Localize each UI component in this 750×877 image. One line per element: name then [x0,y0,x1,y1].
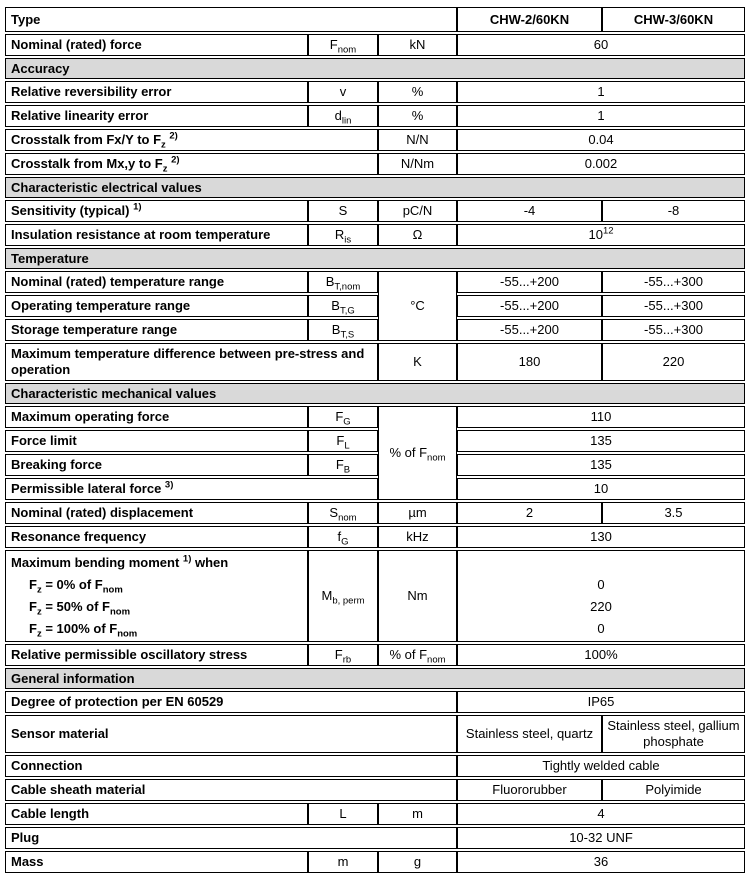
param-label: Sensitivity (typical) $^{1)}$ [5,200,308,222]
bending-condition-2: $F_z = 50\%$ of $F_{nom}$ [29,599,131,618]
row-max-operating-force [5,406,745,428]
param-value: 135 [457,454,745,476]
param-unit: % [378,81,457,103]
param-symbol: $M_{b, perm}$ [308,550,378,642]
param-label: Mass [5,851,308,873]
param-label: Maximum operating force [5,406,308,428]
param-value-model1: 180 [457,343,602,381]
param-symbol: $F_G$ [308,406,378,428]
row-temp-difference [5,343,745,381]
param-symbol: $B_{T,S}$ [308,319,378,341]
param-unit: kHz [378,526,457,548]
param-symbol: $B_{T,nom}$ [308,271,378,293]
param-unit: N/Nm [378,153,457,175]
param-value: 0.002 [457,153,745,175]
section-header: Accuracy [5,58,745,79]
param-value: 130 [457,526,745,548]
param-value-model2: -55...+300 [602,271,745,293]
param-symbol: L [308,803,378,825]
row-breaking-force [5,454,745,476]
param-symbol: $F_{nom}$ [308,34,378,56]
section-electrical [5,177,745,198]
section-mechanical [5,383,745,404]
param-value: 1 [457,81,745,103]
row-cable-length [5,803,745,825]
row-displacement [5,502,745,524]
param-value: 1 [457,105,745,127]
param-symbol: $F_B$ [308,454,378,476]
param-value-model2: 220 [602,343,745,381]
row-oscillatory-stress [5,644,745,666]
param-label [5,550,308,642]
row-crosstalk-mxy [5,153,745,175]
row-nominal-force [5,34,745,56]
param-value: 10 [457,478,745,500]
param-value: 135 [457,430,745,452]
bending-condition-3: $F_z = 100\%$ of $F_{nom}$ [29,621,138,640]
param-value: 0.04 [457,129,745,151]
param-value-model2: Stainless steel, gallium phosphate [602,715,745,753]
param-value-model1: -4 [457,200,602,222]
bending-title: Maximum bending moment $^{1)}$ when [11,553,229,570]
param-unit: kN [378,34,457,56]
param-value: 110 [457,406,745,428]
param-label: Operating temperature range [5,295,308,317]
param-unit: Nm [378,550,457,642]
section-general [5,668,745,689]
param-unit: K [378,343,457,381]
param-label: Force limit [5,430,308,452]
param-unit-shared: °C [378,271,457,341]
param-label: Permissible lateral force $^{3)}$ [5,478,378,500]
row-crosstalk-fxy [5,129,745,151]
param-label: Storage temperature range [5,319,308,341]
row-mass [5,851,745,873]
param-value [457,550,745,642]
param-value-model1: -55...+200 [457,319,602,341]
param-label: Cable length [5,803,308,825]
param-label: Nominal (rated) force [5,34,308,56]
row-cable-sheath [5,779,745,801]
param-label: Relative linearity error [5,105,308,127]
row-temp-storage [5,319,745,341]
model-column-header-1: CHW-2/60KN [457,7,602,32]
param-value-model1: 2 [457,502,602,524]
param-symbol: $B_{T,G}$ [308,295,378,317]
param-value-model2: -8 [602,200,745,222]
param-unit: g [378,851,457,873]
param-symbol: v [308,81,378,103]
param-unit: % [378,105,457,127]
param-label: Crosstalk from Fx/Y to $F_z$ $^{2)}$ [5,129,378,151]
param-symbol: $f_G$ [308,526,378,548]
param-label: Relative reversibility error [5,81,308,103]
param-symbol: $F_{rb}$ [308,644,378,666]
bending-value-2: 220 [590,599,612,614]
param-value: 36 [457,851,745,873]
param-label: Degree of protection per EN 60529 [5,691,457,713]
param-value: IP65 [457,691,745,713]
param-value: $10^{12}$ [457,224,745,246]
param-value-model2: -55...+300 [602,295,745,317]
param-value-model2: 3.5 [602,502,745,524]
param-unit: % of $F_{nom}$ [378,644,457,666]
param-unit: pC/N [378,200,457,222]
section-header: General information [5,668,745,689]
model-column-header-2: CHW-3/60KN [602,7,745,32]
param-value-model1: Fluororubber [457,779,602,801]
param-label: Nominal (rated) displacement [5,502,308,524]
param-value: 60 [457,34,745,56]
param-value: 100% [457,644,745,666]
section-accuracy [5,58,745,79]
param-unit: µm [378,502,457,524]
row-insulation-resistance [5,224,745,246]
param-symbol: S [308,200,378,222]
row-resonance-frequency [5,526,745,548]
param-label: Plug [5,827,457,849]
param-label: Connection [5,755,457,777]
param-unit-shared: % of $F_{nom}$ [378,406,457,500]
row-connection [5,755,745,777]
section-header: Characteristic electrical values [5,177,745,198]
bending-condition-1: $F_z = 0\%$ of $F_{nom}$ [29,577,123,596]
param-value-model2: -55...+300 [602,319,745,341]
param-value: 4 [457,803,745,825]
param-symbol: $d_{lin}$ [308,105,378,127]
section-temperature [5,248,745,269]
param-symbol: $F_L$ [308,430,378,452]
section-header: Temperature [5,248,745,269]
param-value: Tightly welded cable [457,755,745,777]
param-label: Sensor material [5,715,457,753]
param-value: 10-32 UNF [457,827,745,849]
param-label: Resonance frequency [5,526,308,548]
param-label: Relative permissible oscillatory stress [5,644,308,666]
param-label: Maximum temperature difference between pre-stress and operation [5,343,378,381]
row-linearity-error [5,105,745,127]
spacer [460,552,742,574]
row-type [5,7,745,32]
param-label: Insulation resistance at room temperature [5,224,308,246]
param-label: Nominal (rated) temperature range [5,271,308,293]
row-temp-operating [5,295,745,317]
param-value-model1: -55...+200 [457,271,602,293]
type-header-label: Type [5,7,457,32]
row-reversibility-error [5,81,745,103]
row-force-limit [5,430,745,452]
param-unit: N/N [378,129,457,151]
param-label: Cable sheath material [5,779,457,801]
param-label: Crosstalk from Mx,y to $F_z$ $^{2)}$ [5,153,378,175]
param-symbol: m [308,851,378,873]
param-value-model1: Stainless steel, quartz [457,715,602,753]
param-symbol: $S_{nom}$ [308,502,378,524]
row-lateral-force [5,478,745,500]
section-header: Characteristic mechanical values [5,383,745,404]
param-unit: m [378,803,457,825]
param-unit: Ω [378,224,457,246]
row-sensitivity [5,200,745,222]
row-bending-moment [5,550,745,642]
row-temp-nominal [5,271,745,293]
spec-table [5,5,745,875]
row-sensor-material [5,715,745,753]
row-plug [5,827,745,849]
param-value-model1: -55...+200 [457,295,602,317]
bending-value-1: 0 [597,577,605,592]
param-symbol: $R_{is}$ [308,224,378,246]
row-protection [5,691,745,713]
bending-value-3: 0 [597,621,605,636]
param-value-model2: Polyimide [602,779,745,801]
param-label: Breaking force [5,454,308,476]
